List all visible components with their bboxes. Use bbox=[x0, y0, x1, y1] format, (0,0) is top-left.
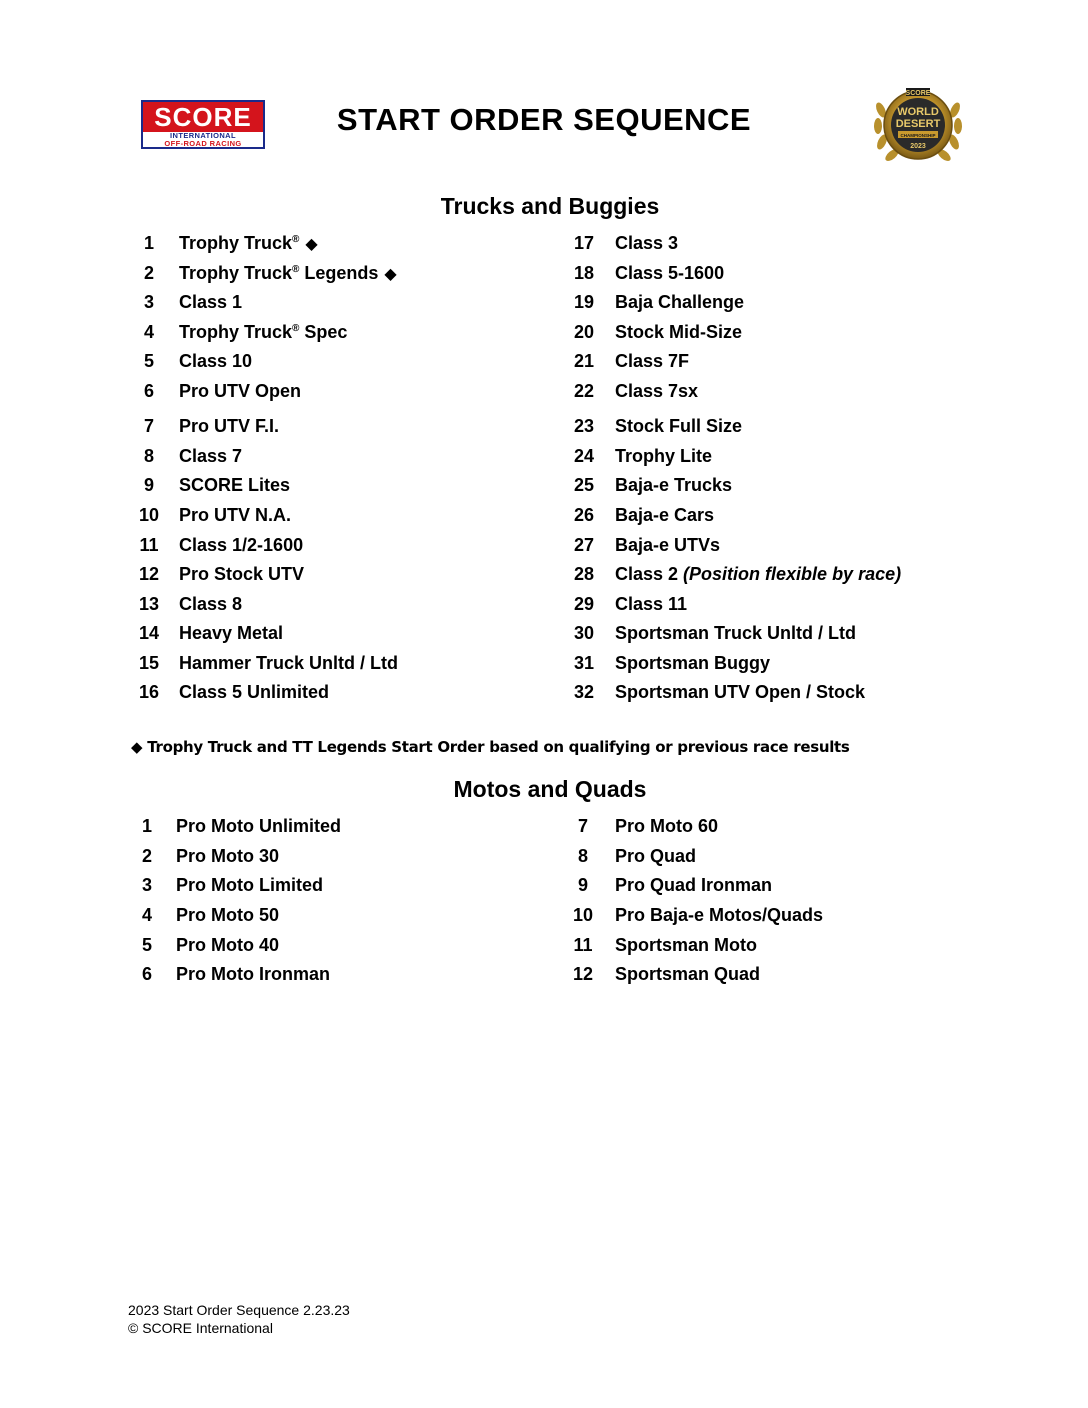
list-item bbox=[127, 874, 527, 896]
list-item bbox=[129, 415, 529, 437]
start-order-note bbox=[131, 738, 850, 756]
class-name: Sportsman Buggy bbox=[615, 653, 771, 673]
list-item bbox=[129, 622, 529, 644]
list-item-label bbox=[615, 380, 698, 402]
class-name: Pro Stock UTV bbox=[179, 564, 305, 584]
list-item-number: 1 bbox=[141, 816, 152, 836]
list-item-number: 29 bbox=[573, 594, 595, 614]
class-name-suffix: Legends bbox=[299, 263, 379, 283]
list-item bbox=[129, 232, 529, 254]
list-item-label bbox=[615, 474, 732, 496]
list-item bbox=[564, 681, 964, 703]
list-item-label bbox=[615, 350, 689, 372]
class-name: Sportsman Moto bbox=[615, 935, 757, 955]
class-name: Baja-e Cars bbox=[615, 505, 715, 525]
list-item-number: 27 bbox=[573, 535, 595, 555]
class-name: Pro Moto 60 bbox=[615, 816, 719, 836]
list-item-label bbox=[176, 874, 323, 896]
list-item-number: 32 bbox=[573, 682, 595, 702]
registered-mark: ® bbox=[292, 234, 300, 245]
list-item bbox=[127, 845, 527, 867]
list-item-number: 6 bbox=[141, 964, 152, 984]
list-item bbox=[564, 415, 964, 437]
list-item bbox=[129, 380, 529, 402]
class-name: Class 3 bbox=[615, 233, 679, 253]
list-item bbox=[129, 350, 529, 372]
list-item bbox=[564, 593, 964, 615]
list-item-label bbox=[179, 504, 291, 526]
list-item bbox=[127, 815, 527, 837]
list-item bbox=[129, 445, 529, 467]
list-item-number: 8 bbox=[143, 446, 154, 466]
list-item-label bbox=[615, 652, 770, 674]
list-item-label bbox=[179, 563, 304, 585]
class-name: Class 1 bbox=[179, 292, 243, 312]
class-name: Class 10 bbox=[179, 351, 253, 371]
list-item-number: 15 bbox=[138, 653, 160, 673]
list-item bbox=[129, 474, 529, 496]
list-item-label bbox=[615, 874, 772, 896]
list-item bbox=[127, 963, 527, 985]
list-item-label bbox=[615, 845, 696, 867]
list-item-number: 9 bbox=[143, 475, 154, 495]
page-title: START ORDER SEQUENCE bbox=[336, 102, 752, 137]
list-item-number: 9 bbox=[577, 875, 588, 895]
list-item-number: 23 bbox=[573, 416, 595, 436]
class-name: Class 7F bbox=[615, 351, 690, 371]
trucks-section-title: Trucks and Buggies bbox=[440, 193, 660, 219]
list-item-label bbox=[615, 622, 856, 644]
list-item-number: 28 bbox=[573, 564, 595, 584]
list-item-label bbox=[179, 321, 347, 343]
class-name: Class 2 bbox=[615, 564, 684, 584]
list-item-label bbox=[615, 563, 901, 585]
list-item-label bbox=[615, 904, 823, 926]
list-item-label bbox=[176, 934, 279, 956]
list-item-label bbox=[179, 593, 242, 615]
list-item-number: 6 bbox=[143, 381, 154, 401]
world-desert-championship-badge bbox=[872, 82, 964, 168]
class-name: Pro Moto Limited bbox=[176, 875, 323, 895]
list-item bbox=[564, 652, 964, 674]
list-item-label bbox=[179, 534, 303, 556]
diamond-icon: ◆ bbox=[305, 236, 318, 253]
list-item bbox=[129, 504, 529, 526]
list-item-number: 5 bbox=[143, 351, 154, 371]
class-name: Class 11 bbox=[615, 594, 688, 614]
list-item-number: 21 bbox=[573, 351, 595, 371]
list-item bbox=[563, 815, 963, 837]
list-item-number: 8 bbox=[577, 846, 588, 866]
list-item-label bbox=[615, 534, 720, 556]
list-item bbox=[563, 904, 963, 926]
list-item-number: 5 bbox=[141, 935, 152, 955]
list-item-number: 18 bbox=[573, 263, 595, 283]
list-item bbox=[129, 563, 529, 585]
list-item bbox=[564, 534, 964, 556]
diamond-icon: ◆ bbox=[131, 738, 143, 756]
list-item bbox=[127, 904, 527, 926]
class-name: Pro Moto 50 bbox=[176, 905, 280, 925]
class-name: Class 8 bbox=[179, 594, 243, 614]
list-item bbox=[563, 845, 963, 867]
list-item-label bbox=[179, 232, 318, 256]
list-item-number: 7 bbox=[577, 816, 588, 836]
list-item-label bbox=[179, 291, 242, 313]
list-item bbox=[129, 321, 529, 343]
list-item-label bbox=[615, 232, 678, 254]
list-item-number: 17 bbox=[573, 233, 595, 253]
list-item bbox=[127, 934, 527, 956]
svg-text:WORLD: WORLD bbox=[897, 106, 939, 118]
list-item-label bbox=[615, 321, 742, 343]
list-item-label bbox=[179, 262, 397, 286]
list-item-label bbox=[179, 350, 252, 372]
class-name: Class 7sx bbox=[615, 381, 699, 401]
list-item bbox=[564, 291, 964, 313]
class-name: Stock Full Size bbox=[615, 416, 743, 436]
list-item bbox=[129, 262, 529, 284]
class-name: SCORE Lites bbox=[179, 475, 291, 495]
class-name: Heavy Metal bbox=[179, 623, 284, 643]
list-item bbox=[563, 934, 963, 956]
score-logo-name: SCORE bbox=[143, 102, 263, 132]
footer-copyright: © SCORE International bbox=[128, 1320, 273, 1336]
svg-text:2023: 2023 bbox=[910, 143, 926, 150]
score-logo-line1: INTERNATIONAL bbox=[170, 131, 236, 140]
list-item-label bbox=[179, 622, 283, 644]
list-item-label bbox=[615, 815, 718, 837]
class-name: Trophy Lite bbox=[615, 446, 713, 466]
list-item-number: 12 bbox=[572, 964, 594, 984]
list-item-number: 16 bbox=[138, 682, 160, 702]
list-item-number: 3 bbox=[143, 292, 154, 312]
list-item-number: 4 bbox=[141, 905, 152, 925]
list-item-number: 2 bbox=[143, 263, 154, 283]
list-item-label bbox=[615, 934, 757, 956]
class-name: Pro Moto 40 bbox=[176, 935, 280, 955]
class-name: Trophy Truck bbox=[179, 233, 293, 253]
list-item-number: 3 bbox=[141, 875, 152, 895]
svg-text:SCORE: SCORE bbox=[905, 90, 931, 97]
class-name: Pro Moto Ironman bbox=[176, 964, 330, 984]
list-item bbox=[129, 681, 529, 703]
list-item-number: 11 bbox=[139, 535, 159, 555]
list-item-label bbox=[615, 445, 712, 467]
list-item-number: 19 bbox=[573, 292, 595, 312]
list-item bbox=[564, 474, 964, 496]
class-name: Sportsman Truck Unltd / Ltd bbox=[615, 623, 857, 643]
class-name: Sportsman Quad bbox=[615, 964, 761, 984]
list-item-number: 26 bbox=[573, 505, 595, 525]
registered-mark: ® bbox=[292, 264, 300, 275]
list-item-label bbox=[179, 380, 301, 402]
list-item-label bbox=[615, 963, 760, 985]
list-item-number: 30 bbox=[573, 623, 595, 643]
list-item-label bbox=[615, 262, 724, 284]
list-item bbox=[129, 652, 529, 674]
list-item-label bbox=[615, 681, 865, 703]
class-name: Class 5 Unlimited bbox=[179, 682, 330, 702]
list-item bbox=[564, 380, 964, 402]
list-item-number: 10 bbox=[572, 905, 594, 925]
class-name: Sportsman UTV Open / Stock bbox=[615, 682, 866, 702]
class-name-suffix: Spec bbox=[299, 322, 348, 342]
list-item-number: 10 bbox=[138, 505, 160, 525]
class-name: Trophy Truck bbox=[179, 322, 293, 342]
position-note: (Position flexible by race) bbox=[683, 564, 902, 584]
list-item bbox=[129, 534, 529, 556]
list-item-number: 14 bbox=[138, 623, 160, 643]
list-item-number: 2 bbox=[141, 846, 152, 866]
note-text: Trophy Truck and TT Legends Start Order based on qualifying or previous race results bbox=[147, 738, 850, 756]
list-item bbox=[564, 232, 964, 254]
diamond-icon: ◆ bbox=[384, 266, 397, 283]
list-item bbox=[564, 321, 964, 343]
list-item-number: 12 bbox=[138, 564, 160, 584]
class-name: Pro Moto 30 bbox=[176, 846, 280, 866]
score-logo-line2: OFF-ROAD RACING bbox=[164, 139, 242, 148]
registered-mark: ® bbox=[292, 323, 300, 334]
list-item bbox=[564, 445, 964, 467]
class-name: Pro Baja-e Motos/Quads bbox=[615, 905, 824, 925]
class-name: Pro Quad bbox=[615, 846, 697, 866]
list-item-label bbox=[179, 474, 290, 496]
class-name: Pro UTV N.A. bbox=[179, 505, 292, 525]
motos-section-title: Motos and Quads bbox=[453, 776, 647, 802]
list-item-number: 13 bbox=[138, 594, 160, 614]
class-name: Pro UTV F.I. bbox=[179, 416, 280, 436]
list-item bbox=[129, 291, 529, 313]
svg-text:CHAMPIONSHIP: CHAMPIONSHIP bbox=[900, 133, 936, 138]
list-item-number: 4 bbox=[143, 322, 154, 342]
list-item-number: 22 bbox=[573, 381, 595, 401]
list-item-number: 24 bbox=[573, 446, 595, 466]
list-item-label bbox=[179, 445, 242, 467]
list-item-label bbox=[176, 904, 279, 926]
svg-text:DESERT: DESERT bbox=[895, 118, 941, 130]
list-item-number: 31 bbox=[573, 653, 595, 673]
class-name: Trophy Truck bbox=[179, 263, 293, 283]
list-item-number: 7 bbox=[143, 416, 154, 436]
list-item-label bbox=[615, 415, 742, 437]
list-item-label bbox=[176, 845, 279, 867]
class-name: Pro Quad Ironman bbox=[615, 875, 773, 895]
list-item bbox=[563, 874, 963, 896]
list-item bbox=[129, 593, 529, 615]
list-item-label bbox=[615, 291, 744, 313]
class-name: Stock Mid-Size bbox=[615, 322, 743, 342]
class-name: Pro Moto Unlimited bbox=[176, 816, 341, 836]
list-item-label bbox=[176, 815, 341, 837]
list-item-label bbox=[179, 415, 279, 437]
list-item bbox=[564, 563, 964, 585]
footer-version: 2023 Start Order Sequence 2.23.23 bbox=[128, 1302, 350, 1318]
list-item bbox=[564, 504, 964, 526]
list-item bbox=[564, 262, 964, 284]
list-item-label bbox=[615, 504, 714, 526]
list-item-label bbox=[615, 593, 687, 615]
class-name: Class 5-1600 bbox=[615, 263, 725, 283]
class-name: Class 7 bbox=[179, 446, 243, 466]
list-item-number: 11 bbox=[573, 935, 593, 955]
class-name: Pro UTV Open bbox=[179, 381, 302, 401]
list-item-number: 25 bbox=[573, 475, 595, 495]
class-name: Baja Challenge bbox=[615, 292, 745, 312]
class-name: Class 1/2-1600 bbox=[179, 535, 304, 555]
list-item-label bbox=[179, 681, 329, 703]
list-item-label bbox=[179, 652, 398, 674]
class-name: Hammer Truck Unltd / Ltd bbox=[179, 653, 399, 673]
list-item bbox=[564, 622, 964, 644]
list-item-label bbox=[176, 963, 330, 985]
class-name: Baja-e UTVs bbox=[615, 535, 721, 555]
list-item-number: 20 bbox=[573, 322, 595, 342]
list-item bbox=[564, 350, 964, 372]
list-item-number: 1 bbox=[143, 233, 154, 253]
class-name: Baja-e Trucks bbox=[615, 475, 733, 495]
list-item bbox=[563, 963, 963, 985]
